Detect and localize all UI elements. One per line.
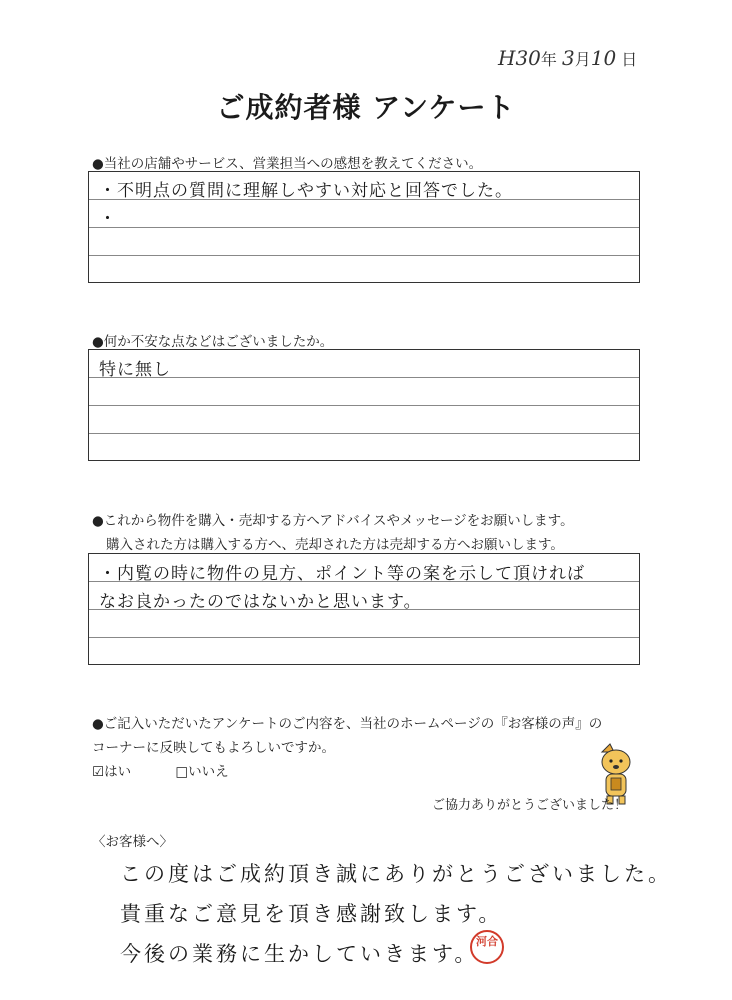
date-month-unit: 月 (574, 50, 591, 69)
checkbox-yes[interactable]: ☑はい (92, 764, 132, 780)
page-title: ご成約者様 アンケート (216, 91, 516, 124)
question-3-sub: 購入された方は購入する方へ、売却された方は売却する方へお願いします。 (106, 537, 564, 553)
message-line-1: この度はご成約頂き誠にありがとうございました。 (120, 862, 672, 886)
name-seal-stamp: 河合 (470, 930, 504, 964)
checkbox-no[interactable]: □いいえ (175, 764, 229, 780)
answer-3-line-2: なお良かったのではないかと思います。 (99, 592, 422, 612)
question-1: ●当社の店舗やサービス、営業担当への感想を教えてください。 (92, 156, 483, 172)
date-year-unit: 年 (540, 50, 557, 69)
answer-3-line-1: ・内覧の時に物件の見方、ポイント等の案を示して頂ければ (99, 564, 585, 584)
date-day: 10 (590, 46, 617, 70)
thanks-text: ご協力ありがとうございました！ (432, 798, 628, 813)
answer-box-2 (88, 349, 640, 461)
date-month: 3 (562, 46, 575, 70)
question-3: ●これから物件を購入・売却する方へアドバイスやメッセージをお願いします。 (92, 513, 574, 529)
answer-1-line-1: ・不明点の質問に理解しやすい対応と回答でした。 (99, 181, 513, 201)
message-line-2: 貴重なご意見を頂き感謝致します。 (120, 902, 503, 926)
customer-label: 〈お客様へ〉 (92, 834, 173, 850)
question-2: ●何か不安な点などはございましたか。 (92, 334, 334, 350)
question-4-line-1: ●ご記入いただいたアンケートのご内容を、当社のホームページの『お客様の声』の (92, 716, 603, 732)
answer-box-3 (88, 553, 640, 665)
consent-options (92, 760, 269, 780)
date-day-unit: 日 (621, 50, 638, 69)
message-line-3: 今後の業務に生かしていきます。 (120, 942, 479, 966)
date-field (498, 46, 637, 70)
question-4-line-2: コーナーに反映してもよろしいですか。 (92, 740, 335, 756)
answer-1-line-2: ・ (99, 209, 117, 229)
date-era: H30 (498, 46, 541, 70)
answer-2-line-1: 特に無し (99, 360, 171, 380)
answer-box-1 (88, 171, 640, 283)
